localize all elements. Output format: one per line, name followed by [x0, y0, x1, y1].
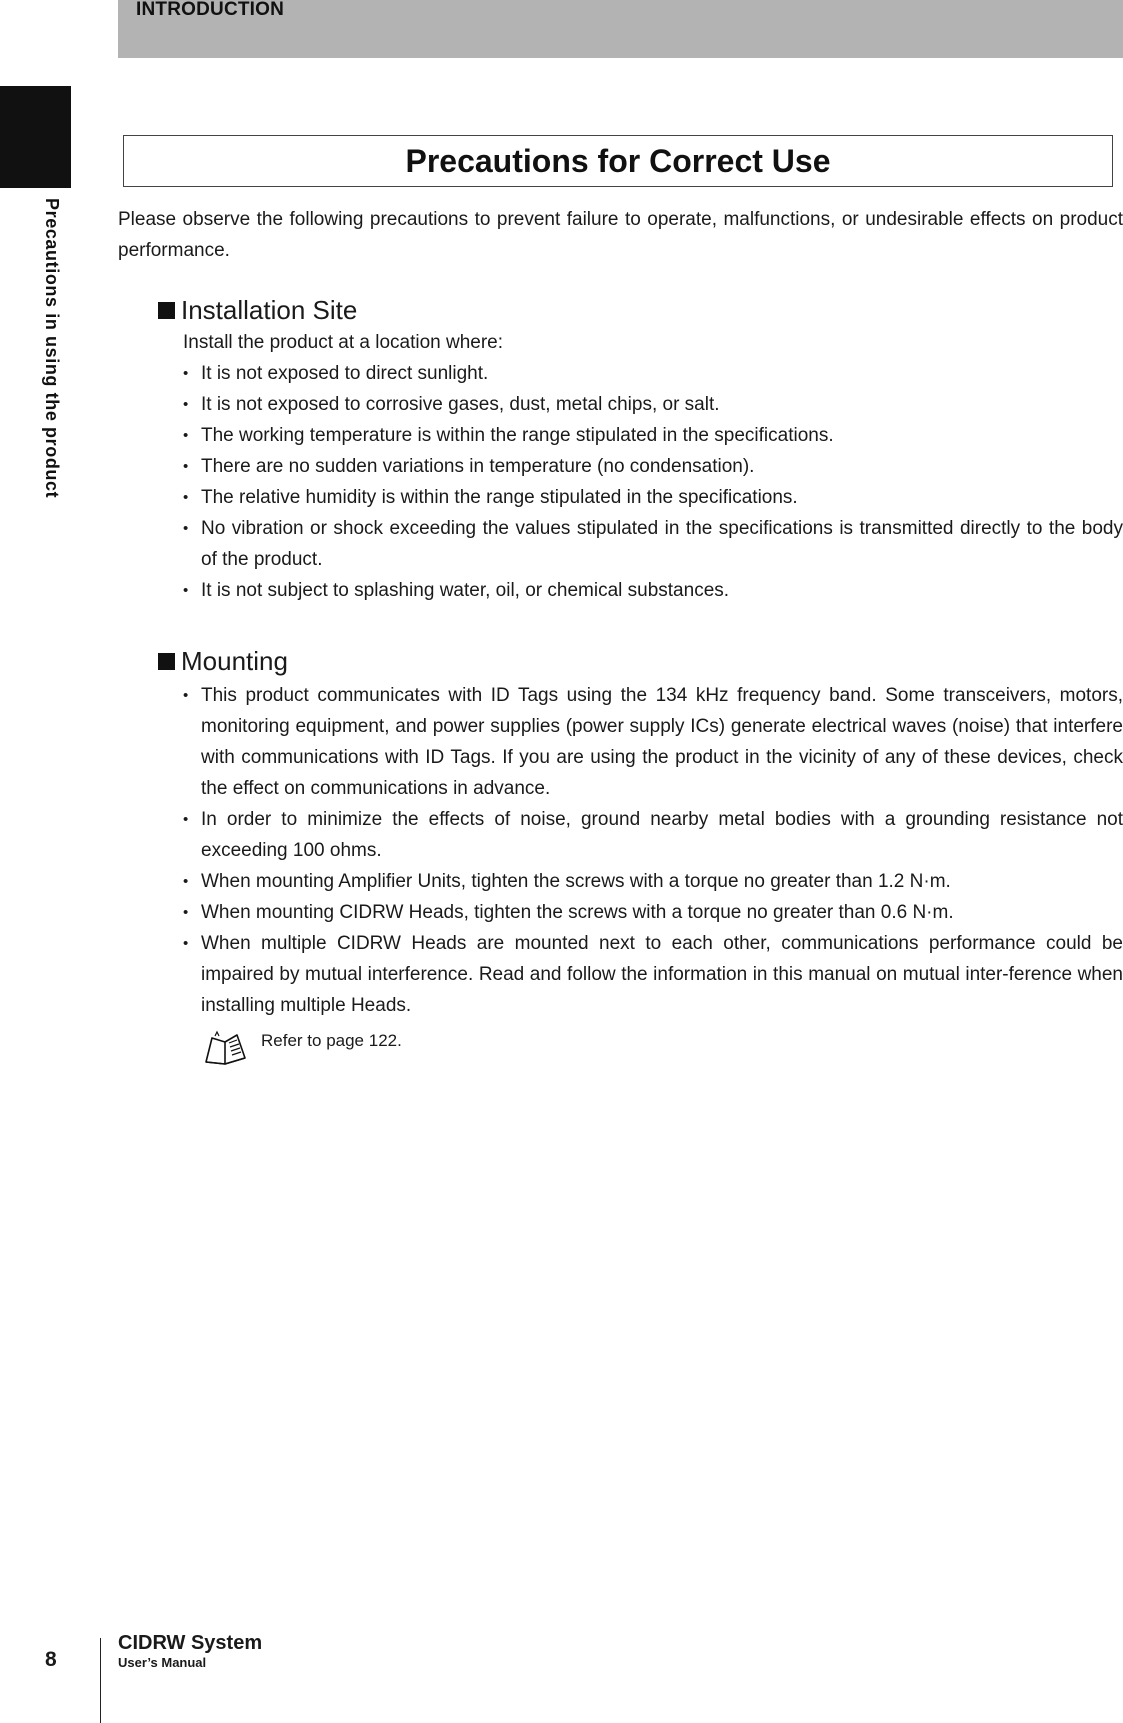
- reference-text: Refer to page 122.: [261, 1031, 402, 1050]
- installation-section: [158, 293, 1123, 606]
- square-bullet-icon: [158, 302, 175, 319]
- list-item: • In order to minimize the effects of noise, ground nearby metal bodies with a grounding resistance not exceeding 100 ohms.: [183, 804, 1123, 866]
- list-item: • No vibration or shock exceeding the values stipulated in the specifications is transmitted directly to the body of the product.: [183, 513, 1123, 575]
- side-vertical-title: Precautions in using the product: [42, 198, 62, 499]
- page-title: Precautions for Correct Use: [405, 142, 831, 179]
- list-item: • There are no sudden variations in temperature (no condensation).: [183, 451, 1123, 482]
- installation-list: [183, 358, 1123, 606]
- header-section-label: INTRODUCTION: [136, 0, 285, 20]
- footer-divider: [100, 1638, 101, 1723]
- list-item: • The relative humidity is within the range stipulated in the specifications.: [183, 482, 1123, 513]
- installation-heading-text: Installation Site: [181, 295, 358, 325]
- installation-lead: Install the product at a location where:: [183, 332, 504, 353]
- page-number: 8: [45, 1648, 57, 1671]
- installation-heading: [158, 293, 1123, 327]
- list-item: • When mounting Amplifier Units, tighten the screws with a torque no greater than 1.2 N·m.: [183, 866, 1123, 897]
- footer-product-title: CIDRW System: [118, 1632, 263, 1654]
- list-item: • The working temperature is within the range stipulated in the specifications.: [183, 420, 1123, 451]
- list-item: • It is not exposed to corrosive gases, dust, metal chips, or salt.: [183, 389, 1123, 420]
- list-item: • When multiple CIDRW Heads are mounted next to each other, communications performance could be impaired by mutual interference. Read and follow the information in this manual on mutual inter-ference when installing multiple Heads.: [183, 928, 1123, 1021]
- page-title-box: [123, 135, 1113, 187]
- book-reference-icon: [203, 1030, 249, 1066]
- mounting-heading: [158, 644, 1123, 678]
- mounting-list: [183, 680, 1123, 1021]
- list-item: • It is not exposed to direct sunlight.: [183, 358, 1123, 389]
- list-item: • This product communicates with ID Tags using the 134 kHz frequency band. Some transceivers, motors, monitoring equipment, and power supplies (power supply ICs) generate electrical waves (noise) that interfere with communications with ID Tags. If you are using the product in the vicinity of any of these devices, check the effect on communications in advance.: [183, 680, 1123, 804]
- page-reference[interactable]: [203, 1030, 402, 1066]
- intro-paragraph: Please observe the following precautions to prevent failure to operate, malfunctions, or undesirable effects on product performance.: [118, 209, 1123, 261]
- list-item: • It is not subject to splashing water, oil, or chemical substances.: [183, 575, 1123, 606]
- footer-manual-label: User’s Manual: [118, 1655, 207, 1670]
- square-bullet-icon: [158, 653, 175, 670]
- mounting-heading-text: Mounting: [181, 646, 288, 676]
- list-item: • When mounting CIDRW Heads, tighten the screws with a torque no greater than 0.6 N·m.: [183, 897, 1123, 928]
- mounting-section: [158, 644, 1123, 1021]
- header-band: [118, 0, 1123, 58]
- side-tab-label: INTRODUCTION: [72, 86, 87, 189]
